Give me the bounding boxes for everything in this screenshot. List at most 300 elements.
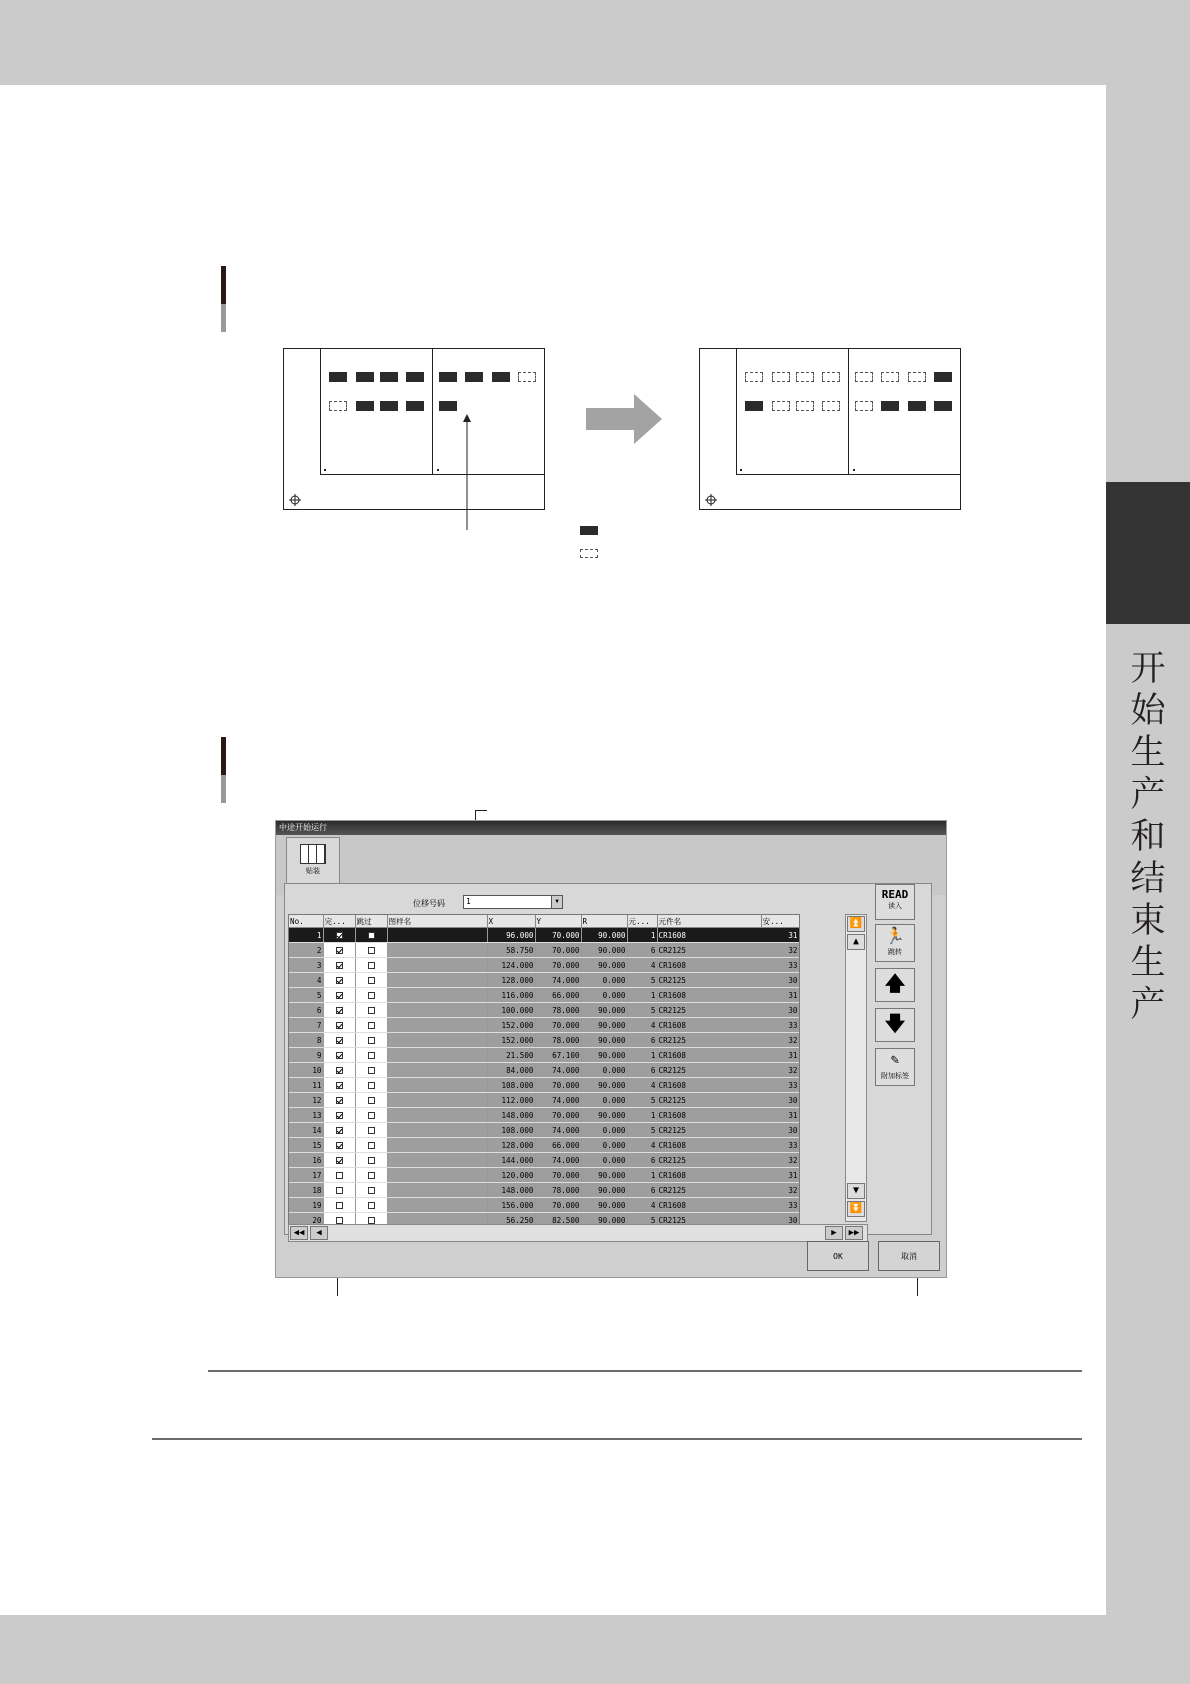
checkbox-empty-icon[interactable] [368,1052,375,1059]
tab-mount-label: 贴装 [306,867,320,875]
mounted-chip [439,372,457,382]
row-x: 128.000 [487,1138,535,1153]
col-x[interactable]: X [487,915,535,928]
row-part-no: 5 [627,973,657,988]
table-row[interactable] [289,1153,799,1168]
row-no: 18 [289,1183,323,1198]
row-done-checkbox[interactable] [323,1138,355,1153]
table-row[interactable] [289,988,799,1003]
row-part-name: CR2125 [657,1093,761,1108]
row-part-name: CR1608 [657,1018,761,1033]
row-r: 0.000 [581,1123,627,1138]
row-y: 78.000 [535,1033,581,1048]
row-skip-checkbox[interactable] [355,1138,387,1153]
right-arrow-icon[interactable]: ▶ [825,1226,843,1240]
row-skip-checkbox[interactable] [355,1048,387,1063]
checkbox-checked-icon[interactable] [336,962,343,969]
row-r: 0.000 [581,1138,627,1153]
row-no: 5 [289,988,323,1003]
row-part-no: 5 [627,1003,657,1018]
row-done-checkbox[interactable] [323,1198,355,1213]
fiducial-icon [289,494,301,506]
checkbox-checked-icon[interactable] [336,1037,343,1044]
row-no: 6 [289,1003,323,1018]
row-mount: 33 [761,1198,799,1213]
row-mount: 31 [761,1108,799,1123]
row-pattern [387,1198,487,1213]
row-done-checkbox[interactable] [323,1063,355,1078]
row-done-checkbox[interactable] [323,1183,355,1198]
col-r[interactable]: R [581,915,627,928]
section-marker-1 [221,266,226,332]
unmounted-chip [855,401,873,411]
row-part-name: CR2125 [657,1003,761,1018]
checkbox-checked-icon[interactable] [336,1007,343,1014]
checkbox-checked-icon[interactable] [336,1127,343,1134]
row-pattern [387,1018,487,1033]
row-no: 3 [289,958,323,973]
mounted-chip [745,401,763,411]
row-skip-checkbox[interactable] [355,1078,387,1093]
row-no: 1 [289,928,323,943]
unmounted-chip [796,372,814,382]
row-y: 70.000 [535,1108,581,1123]
row-mount: 30 [761,1093,799,1108]
row-part-name: CR2125 [657,1123,761,1138]
window-title: 中途开始运行 [276,821,946,835]
row-skip-checkbox[interactable] [355,1003,387,1018]
row-part-name: CR1608 [657,1138,761,1153]
move-up-button[interactable] [875,968,915,1002]
row-part-name: CR1608 [657,958,761,973]
row-part-name: CR1608 [657,1168,761,1183]
checkbox-empty-icon[interactable] [368,1127,375,1134]
ok-button[interactable]: OK [807,1241,869,1271]
col-part-no[interactable]: 元... [627,915,657,928]
checkbox-empty-icon[interactable] [368,932,375,939]
row-pattern [387,943,487,958]
table-row[interactable] [289,1048,799,1063]
row-done-checkbox[interactable] [323,1033,355,1048]
unmounted-chip [881,372,899,382]
legend-unmounted-chip [580,549,598,558]
mounted-chip [492,372,510,382]
checkbox-empty-icon[interactable] [336,1202,343,1209]
down-arrow-icon[interactable]: ▼ [847,1183,865,1199]
row-y: 70.000 [535,943,581,958]
unmounted-chip [822,372,840,382]
jump-label: 跳转 [888,948,902,956]
row-done-checkbox[interactable] [323,1078,355,1093]
row-mount: 33 [761,1018,799,1033]
row-r: 90.000 [581,1048,627,1063]
row-mount: 32 [761,1063,799,1078]
table-row[interactable] [289,1003,799,1018]
table-row[interactable] [289,1183,799,1198]
checkbox-checked-icon[interactable] [336,1067,343,1074]
read-label: 读入 [888,902,902,910]
row-skip-checkbox[interactable] [355,928,387,943]
unmounted-chip [518,372,536,382]
col-no[interactable]: No. [289,915,323,928]
partial-start-dialog [275,820,947,1278]
row-part-name: CR2125 [657,1213,761,1227]
row-part-no: 4 [627,1198,657,1213]
checkbox-empty-icon[interactable] [368,1217,375,1224]
row-skip-checkbox[interactable] [355,1018,387,1033]
row-r: 90.000 [581,958,627,973]
row-skip-checkbox[interactable] [355,1153,387,1168]
table-row[interactable] [289,1063,799,1078]
row-x: 58.750 [487,943,535,958]
mounted-chip [465,372,483,382]
row-x: 116.000 [487,988,535,1003]
row-done-checkbox[interactable] [323,1048,355,1063]
checkbox-empty-icon[interactable] [368,947,375,954]
unmounted-chip [329,401,347,411]
row-done-checkbox[interactable] [323,973,355,988]
legend-mounted-chip [580,526,598,535]
board-diagram-after [699,348,961,510]
row-no: 11 [289,1078,323,1093]
row-y: 74.000 [535,973,581,988]
row-done-checkbox[interactable] [323,943,355,958]
move-down-button[interactable] [875,1008,915,1042]
mounted-chip [356,372,374,382]
runner-icon: 🏃 [885,926,905,945]
checkbox-empty-icon[interactable] [368,962,375,969]
checkbox-empty-icon[interactable] [368,1022,375,1029]
row-no: 9 [289,1048,323,1063]
row-no: 8 [289,1033,323,1048]
tab-panel [284,883,932,1238]
row-x: 112.000 [487,1093,535,1108]
checkbox-checked-icon[interactable] [336,1052,343,1059]
table-row[interactable] [289,1123,799,1138]
checkbox-empty-icon[interactable] [368,1157,375,1164]
checkbox-empty-icon[interactable] [336,1187,343,1194]
row-r: 90.000 [581,1213,627,1227]
col-y[interactable]: Y [535,915,581,928]
row-y: 66.000 [535,988,581,1003]
unmounted-chip [772,372,790,382]
row-part-no: 5 [627,1123,657,1138]
row-skip-checkbox[interactable] [355,1198,387,1213]
row-pattern [387,1063,487,1078]
jump-button[interactable] [875,924,915,962]
cancel-button[interactable]: 取消 [878,1241,940,1271]
double-down-arrow-icon[interactable]: ⏬ [847,1201,865,1217]
row-skip-checkbox[interactable] [355,1168,387,1183]
step-grid [288,914,800,1226]
row-part-name: CR1608 [657,1078,761,1093]
memo-button[interactable] [875,1048,915,1086]
callout-pointer [460,414,474,530]
footer-rule-1 [208,1370,1082,1372]
row-part-name: CR2125 [657,1183,761,1198]
checkbox-checked-icon[interactable] [336,992,343,999]
right-arrow-icon [586,394,662,444]
checkbox-empty-icon[interactable] [336,1217,343,1224]
row-part-no: 1 [627,988,657,1003]
row-r: 0.000 [581,988,627,1003]
row-part-no: 1 [627,1168,657,1183]
row-mount: 33 [761,1078,799,1093]
row-no: 20 [289,1213,323,1227]
horizontal-scrollbar[interactable] [288,1224,868,1242]
chevron-down-icon[interactable]: ▼ [551,896,562,908]
row-r: 90.000 [581,928,627,943]
row-no: 4 [289,973,323,988]
row-r: 90.000 [581,1033,627,1048]
row-part-name: CR1608 [657,1198,761,1213]
row-y: 67.100 [535,1048,581,1063]
row-part-name: CR2125 [657,943,761,958]
row-done-checkbox[interactable] [323,1108,355,1123]
table-row[interactable] [289,1093,799,1108]
checkbox-empty-icon[interactable] [368,1067,375,1074]
row-pattern [387,988,487,1003]
row-part-no: 5 [627,1213,657,1227]
checkbox-checked-icon[interactable] [336,977,343,984]
checkbox-empty-icon[interactable] [336,1172,343,1179]
mounted-chip [934,401,952,411]
row-part-name: CR1608 [657,928,761,943]
table-row[interactable] [289,1138,799,1153]
row-part-name: CR1608 [657,1108,761,1123]
checkbox-empty-icon[interactable] [368,1037,375,1044]
row-x: 148.000 [487,1183,535,1198]
row-mount: 30 [761,973,799,988]
col-skip[interactable]: 跳过 [355,915,387,928]
row-pattern [387,1033,487,1048]
row-pattern [387,1108,487,1123]
row-x: 108.000 [487,1078,535,1093]
checkbox-checked-icon[interactable] [336,1112,343,1119]
row-done-checkbox[interactable] [323,1153,355,1168]
chapter-char: 结 [1130,859,1166,899]
checkbox-checked-icon[interactable] [336,932,343,939]
row-no: 7 [289,1018,323,1033]
row-no: 13 [289,1108,323,1123]
bold-up-arrow-icon: 🡅 [884,971,906,995]
row-pattern [387,1093,487,1108]
row-part-name: CR2125 [657,1063,761,1078]
checkbox-empty-icon[interactable] [368,1187,375,1194]
row-skip-checkbox[interactable] [355,1123,387,1138]
checkbox-empty-icon[interactable] [368,1097,375,1104]
row-r: 0.000 [581,973,627,988]
memo-label: 附加标签 [881,1072,909,1080]
row-mount: 32 [761,1033,799,1048]
double-left-arrow-icon[interactable]: ◀◀ [290,1226,308,1240]
table-row[interactable] [289,1033,799,1048]
left-arrow-icon[interactable]: ◀ [310,1226,328,1240]
row-part-no: 1 [627,928,657,943]
row-mount: 32 [761,1183,799,1198]
row-skip-checkbox[interactable] [355,973,387,988]
mounted-chip [934,372,952,382]
row-pattern [387,1123,487,1138]
offset-label: 位移号码 [413,899,445,908]
row-x: 100.000 [487,1003,535,1018]
row-no: 19 [289,1198,323,1213]
row-done-checkbox[interactable] [323,988,355,1003]
checkbox-empty-icon[interactable] [368,1112,375,1119]
row-pattern [387,958,487,973]
row-skip-checkbox[interactable] [355,1108,387,1123]
row-part-no: 1 [627,1048,657,1063]
checkbox-empty-icon[interactable] [368,1082,375,1089]
row-r: 0.000 [581,1063,627,1078]
checkbox-checked-icon[interactable] [336,1157,343,1164]
row-done-checkbox[interactable] [323,928,355,943]
row-done-checkbox[interactable] [323,1168,355,1183]
row-r: 90.000 [581,1003,627,1018]
chapter-char: 生 [1130,943,1166,983]
offset-select[interactable] [463,895,563,909]
offset-callout-line [475,810,487,811]
row-done-checkbox[interactable] [323,1093,355,1108]
row-mount: 30 [761,1213,799,1227]
row-pattern [387,1168,487,1183]
table-row[interactable] [289,973,799,988]
row-pattern [387,1003,487,1018]
double-up-arrow-icon[interactable]: ⏫ [847,916,865,932]
checkbox-empty-icon[interactable] [368,1007,375,1014]
mounted-chip [380,372,398,382]
row-part-no: 6 [627,1153,657,1168]
table-row[interactable] [289,1018,799,1033]
row-x: 148.000 [487,1108,535,1123]
board-diagram-before [283,348,545,510]
row-r: 90.000 [581,1198,627,1213]
col-done[interactable]: 完... [323,915,355,928]
pencil-icon: ✎ [890,1052,900,1068]
table-row[interactable] [289,1108,799,1123]
col-pattern[interactable]: 图样名 [387,915,487,928]
table-row[interactable] [289,1078,799,1093]
row-skip-checkbox[interactable] [355,988,387,1003]
unmounted-chip [822,401,840,411]
row-part-no: 6 [627,1183,657,1198]
row-x: 156.000 [487,1198,535,1213]
chapter-char: 产 [1130,985,1166,1025]
unmounted-chip [772,401,790,411]
row-y: 78.000 [535,1183,581,1198]
row-skip-checkbox[interactable] [355,1183,387,1198]
fiducial-icon [705,494,717,506]
row-mount: 32 [761,943,799,958]
row-no: 16 [289,1153,323,1168]
checkbox-empty-icon[interactable] [368,992,375,999]
read-button[interactable] [875,884,915,920]
checkbox-empty-icon[interactable] [368,977,375,984]
row-r: 90.000 [581,1078,627,1093]
grid-icon [300,844,326,864]
row-x: 152.000 [487,1033,535,1048]
row-skip-checkbox[interactable] [355,1063,387,1078]
up-arrow-icon[interactable]: ▲ [847,934,865,950]
checkbox-checked-icon[interactable] [336,947,343,954]
table-row[interactable] [289,958,799,973]
mounted-chip [406,401,424,411]
row-pattern [387,1048,487,1063]
row-part-no: 4 [627,1078,657,1093]
chapter-tab-block [1106,482,1190,624]
row-mount: 31 [761,988,799,1003]
row-y: 70.000 [535,1078,581,1093]
checkbox-checked-icon[interactable] [336,1142,343,1149]
mounted-chip [329,372,347,382]
row-part-no: 4 [627,1018,657,1033]
table-row[interactable] [289,928,799,943]
col-mount[interactable]: 安... [761,915,799,928]
row-part-name: CR1608 [657,1048,761,1063]
table-row[interactable] [289,1198,799,1213]
row-y: 82.500 [535,1213,581,1227]
row-no: 2 [289,943,323,958]
row-done-checkbox[interactable] [323,1018,355,1033]
checkbox-checked-icon[interactable] [336,1022,343,1029]
row-x: 84.000 [487,1063,535,1078]
col-part-name[interactable]: 元件名 [657,915,761,928]
row-done-checkbox[interactable] [323,1123,355,1138]
row-mount: 31 [761,928,799,943]
chapter-char: 和 [1130,817,1166,857]
chapter-char: 生 [1130,733,1166,773]
row-pattern [387,973,487,988]
row-y: 74.000 [535,1093,581,1108]
vertical-scrollbar[interactable] [845,914,867,1222]
row-y: 66.000 [535,1138,581,1153]
checkbox-empty-icon[interactable] [368,1202,375,1209]
row-part-name: CR2125 [657,1153,761,1168]
row-skip-checkbox[interactable] [355,943,387,958]
table-row[interactable] [289,1168,799,1183]
row-mount: 32 [761,1153,799,1168]
row-skip-checkbox[interactable] [355,1033,387,1048]
row-x: 144.000 [487,1153,535,1168]
row-r: 90.000 [581,1108,627,1123]
checkbox-empty-icon[interactable] [368,1142,375,1149]
footer-rule-2 [152,1438,1082,1440]
row-mount: 31 [761,1048,799,1063]
checkbox-checked-icon[interactable] [336,1097,343,1104]
row-mount: 30 [761,1123,799,1138]
checkbox-empty-icon[interactable] [368,1172,375,1179]
row-done-checkbox[interactable] [323,1003,355,1018]
row-mount: 33 [761,958,799,973]
unmounted-chip [796,401,814,411]
row-skip-checkbox[interactable] [355,958,387,973]
row-x: 120.000 [487,1168,535,1183]
unmounted-chip [908,372,926,382]
row-part-name: CR1608 [657,988,761,1003]
row-y: 74.000 [535,1153,581,1168]
table-row[interactable] [289,943,799,958]
row-pattern [387,1138,487,1153]
row-skip-checkbox[interactable] [355,1093,387,1108]
row-mount: 31 [761,1168,799,1183]
double-right-arrow-icon[interactable]: ▶▶ [845,1226,863,1240]
checkbox-checked-icon[interactable] [336,1082,343,1089]
offset-value: 1 [466,897,471,906]
row-done-checkbox[interactable] [323,958,355,973]
row-part-no: 6 [627,943,657,958]
mounted-chip [908,401,926,411]
row-x: 152.000 [487,1018,535,1033]
